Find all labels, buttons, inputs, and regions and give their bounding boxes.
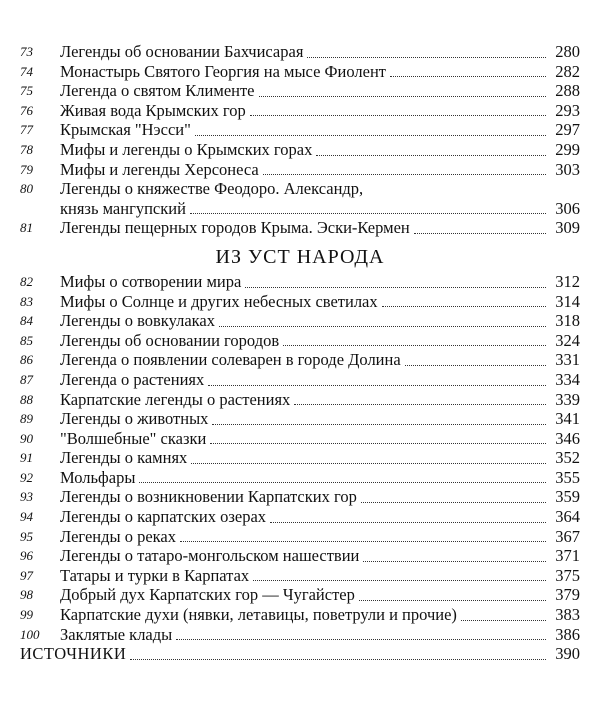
toc-entry-94 [20,507,580,527]
entry-number: 75 [20,83,33,99]
entry-title: Монастырь Святого Георгия на мысе Фиолент [60,61,387,81]
entry-title: Легенда о появлении солеварен в городе Долина [60,350,401,370]
toc-entry-85 [20,331,580,351]
toc-entry-77 [20,120,580,140]
dot-leader [250,115,546,116]
entry-page: 293 [555,100,580,120]
entry-number: 96 [20,548,33,564]
entry-number: 85 [20,332,33,348]
dot-leader [245,287,546,288]
dot-leader [176,639,546,640]
entry-number: 84 [20,313,33,329]
toc-entry-90 [20,429,580,449]
entry-title: Живая вода Крымских гор [60,100,246,120]
toc-entry-93 [20,487,580,507]
entry-page: 303 [555,159,580,179]
dot-leader [212,424,546,425]
entry-title: Легенды о возникновении Карпатских гор [60,487,357,507]
dot-leader [316,155,546,156]
entry-page: 383 [555,605,580,625]
entry-page: 341 [555,409,580,429]
entry-title: Легенды о татаро-монгольском нашествии [60,546,360,566]
section-2-list [20,272,580,664]
dot-leader [191,463,546,464]
entry-page: 309 [555,218,580,238]
entry-page: 390 [555,644,580,664]
dot-leader [461,620,546,621]
entry-number: 92 [20,469,33,485]
entry-number: 95 [20,528,33,544]
entry-title: Легенды о камнях [60,448,188,468]
entry-page: 324 [555,330,580,350]
entry-number: 90 [20,430,33,446]
toc-entry-98 [20,585,580,605]
entry-number: 77 [20,122,33,138]
entry-number: 97 [20,567,33,583]
entry-number: 88 [20,391,33,407]
entry-page: 379 [555,585,580,605]
toc-entry-73 [20,42,580,62]
dot-leader [294,404,546,405]
dot-leader [382,306,546,307]
entry-title: Легенды об основании городов [60,330,280,350]
entry-number: 80 [20,181,33,197]
dot-leader [359,600,546,601]
entry-page: 346 [555,428,580,448]
section-1-list [20,42,580,238]
dot-leader [195,135,546,136]
dot-leader [210,443,546,444]
toc-entry-89 [20,409,580,429]
toc-entry-81 [20,218,580,238]
entry-title: Крымская "Нэсси" [60,120,191,140]
entry-page: 371 [555,546,580,566]
dot-leader [361,502,546,503]
entry-title: Татары и турки в Карпатах [60,565,250,585]
entry-number: 99 [20,607,33,623]
entry-title: Легенды пещерных городов Крыма. Эски-Кермен [60,218,410,238]
entry-page: 312 [555,271,580,291]
dot-leader [190,213,546,214]
entry-number: 89 [20,411,33,427]
entry-number: 98 [20,587,33,603]
entry-title: Легенда о растениях [60,369,205,389]
entry-title: ИСТОЧНИКИ [20,644,127,664]
entry-page: 314 [555,291,580,311]
entry-title: Мифы и легенды о Крымских горах [60,139,313,159]
entry-title: Легенды о реках [60,526,176,546]
entry-title: Легенды о княжестве Феодоро. Александр, [60,179,364,199]
entry-title: Легенды о вовкулаках [60,311,216,331]
entry-number: 91 [20,450,33,466]
entry-page: 386 [555,624,580,644]
entry-title: Карпатские легенды о растениях [60,389,291,409]
entry-page: 297 [555,120,580,140]
entry-page: 375 [555,565,580,585]
entry-page: 355 [555,467,580,487]
entry-number: 94 [20,509,33,525]
entry-number: 83 [20,293,33,309]
dot-leader [180,541,546,542]
entry-number: 93 [20,489,33,505]
entry-number: 74 [20,63,33,79]
entry-page: 299 [555,139,580,159]
toc-entry-88 [20,390,580,410]
toc-entry-92 [20,468,580,488]
toc-entry-91 [20,448,580,468]
toc-entry-74 [20,62,580,82]
toc-entry-97 [20,566,580,586]
entry-page: 288 [555,81,580,101]
dot-leader [283,345,546,346]
entry-number: 100 [20,626,40,642]
entry-page: 364 [555,507,580,527]
section-heading: ИЗ УСТ НАРОДА [215,245,385,268]
toc-entry-76 [20,101,580,121]
dot-leader [363,561,546,562]
entry-title: "Волшебные" сказки [60,428,207,448]
toc-entry-82 [20,272,580,292]
toc-entry-99 [20,605,580,625]
dot-leader [208,385,546,386]
entry-page: 280 [555,42,580,61]
entry-title: Мифы о Солнце и других небесных светилах [60,291,378,311]
entry-page: 306 [555,198,580,218]
entry-number: 73 [20,44,33,59]
entry-title: Добрый дух Карпатских гор — Чугайстер [60,585,355,605]
toc-entry-87 [20,370,580,390]
toc-entry-83 [20,292,580,312]
entry-page: 339 [555,389,580,409]
entry-title: Мольфары [60,467,136,487]
entry-title: Карпатские духи (нявки, летавицы, поветрули и прочие) [60,605,457,625]
entry-page: 352 [555,448,580,468]
toc-entry-96 [20,546,580,566]
dot-leader [263,174,546,175]
dot-leader [414,233,546,234]
toc-entry-sources [20,644,580,664]
dot-leader [219,326,546,327]
toc-entry-86 [20,350,580,370]
entry-number: 79 [20,161,33,177]
toc-entry-75 [20,81,580,101]
toc-entry-100 [20,625,580,645]
entry-title: Мифы и легенды Херсонеса [60,159,259,179]
toc-entry-79 [20,160,580,180]
dot-leader [130,659,546,660]
entry-number: 82 [20,273,33,289]
entry-page: 318 [555,311,580,331]
dot-leader [405,365,546,366]
entry-page: 359 [555,487,580,507]
entry-number: 86 [20,352,33,368]
entry-number: 87 [20,371,33,387]
dot-leader [307,57,546,58]
dot-leader [253,580,546,581]
entry-number: 78 [20,141,33,157]
entry-title-continued: князь мангупский [60,198,186,218]
toc-entry-78 [20,140,580,160]
entry-title: Заклятые клады [60,624,173,644]
entry-page: 367 [555,526,580,546]
toc-entry-95 [20,527,580,547]
dot-leader [259,96,546,97]
toc-entry-84 [20,311,580,331]
entry-page: 282 [555,61,580,81]
entry-number: 76 [20,102,33,118]
entry-title: Легенда о святом Клименте [60,81,255,101]
dot-leader [270,522,546,523]
toc-entry-80 [20,179,580,218]
table-of-contents [20,42,580,664]
entry-title: Мифы о сотворении мира [60,271,242,291]
entry-number: 81 [20,220,33,236]
entry-title: Легенды о карпатских озерах [60,507,267,527]
entry-title: Легенды о животных [60,409,209,429]
dot-leader [139,482,546,483]
entry-page: 331 [555,350,580,370]
entry-title: Легенды об основании Бахчисарая [60,42,304,61]
dot-leader [390,76,546,77]
entry-page: 334 [555,369,580,389]
